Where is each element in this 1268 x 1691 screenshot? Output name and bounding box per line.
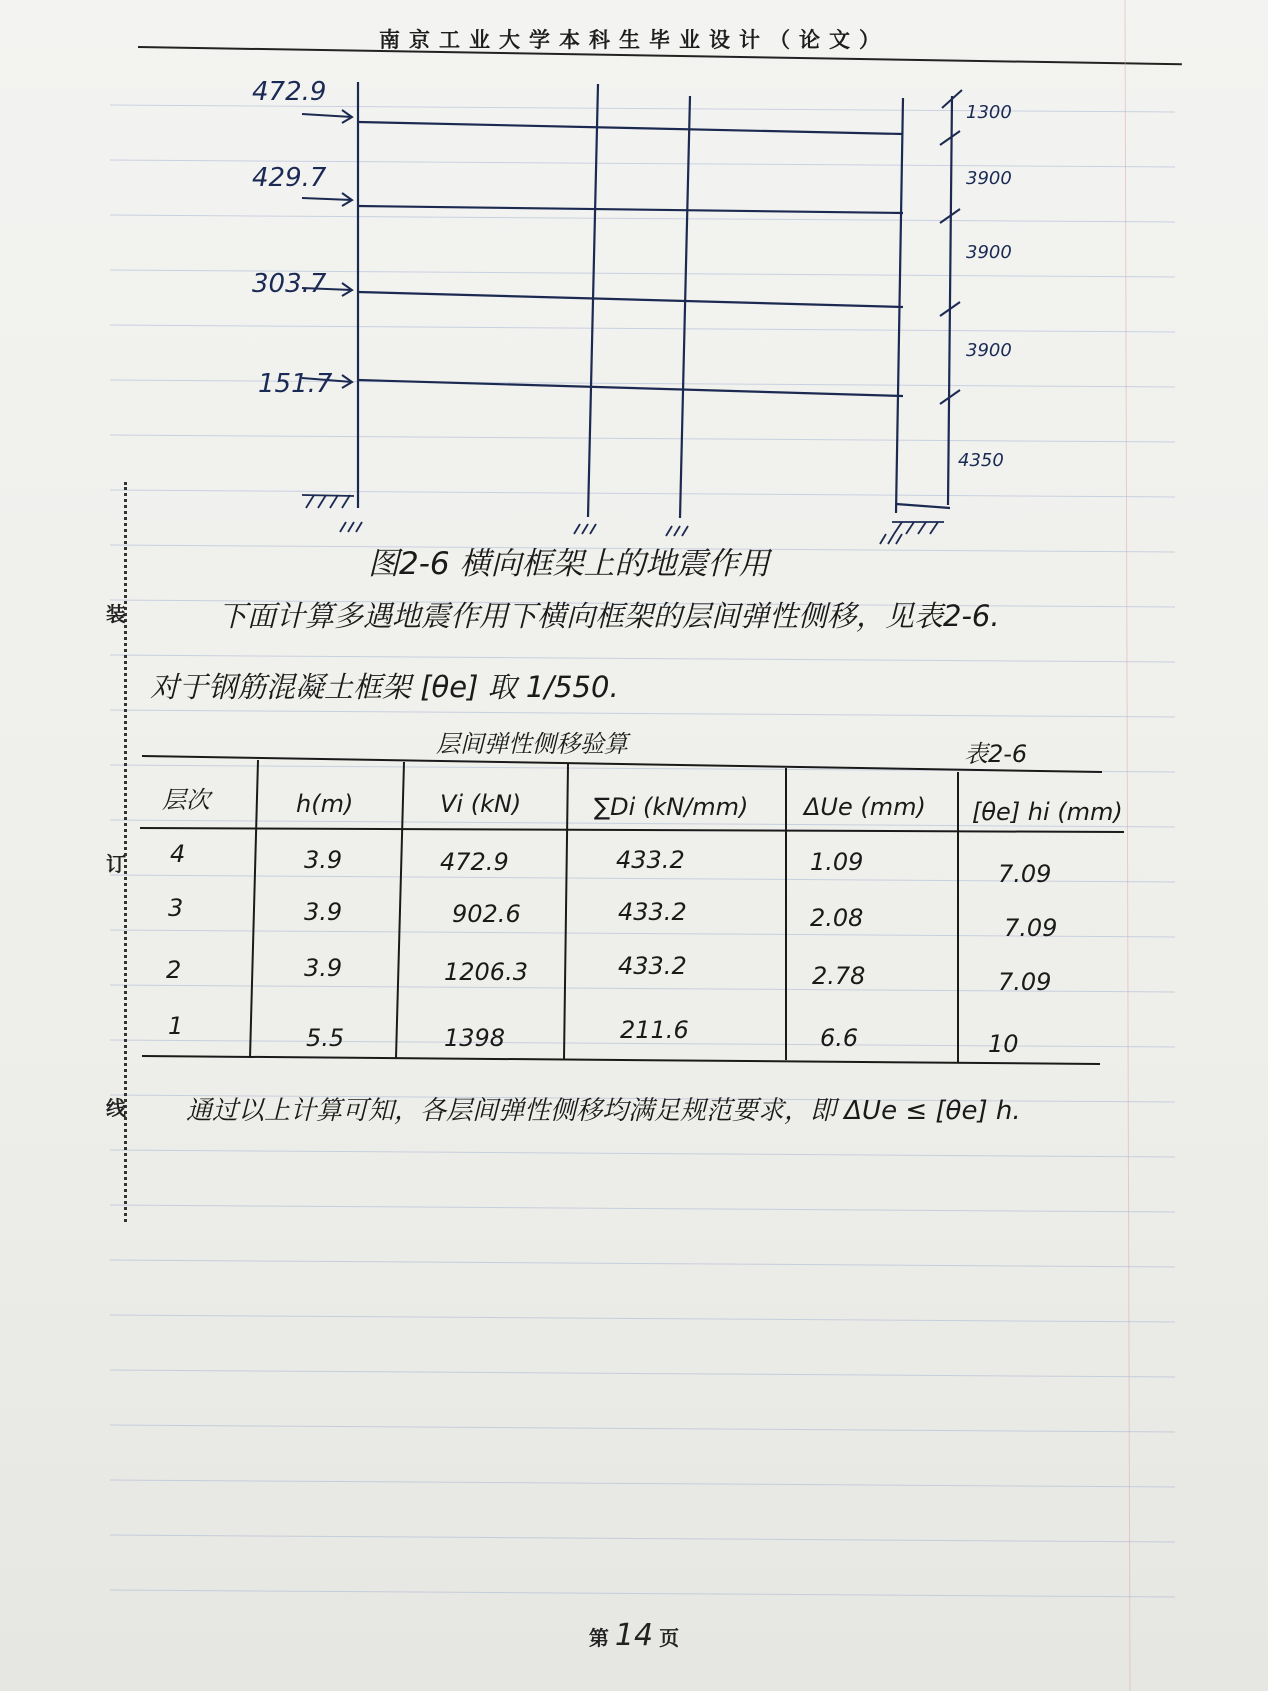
table-cell: 1206.3: [444, 958, 528, 986]
conclusion-text: 通过以上计算可知，各层间弹性侧移均满足规范要求，即 ΔUe ≤ [θe] h.: [186, 1096, 1021, 1126]
figure-caption: 图2-6 横向框架上的地震作用: [368, 546, 770, 582]
table-cell: 3.9: [304, 846, 343, 874]
dim-label-4350: 4350: [958, 450, 1004, 471]
table-cell: 2.78: [812, 962, 866, 990]
table-cell: 1.09: [810, 848, 864, 876]
footer-prefix: 第: [588, 1626, 609, 1650]
table-cell: 5.5: [306, 1024, 345, 1052]
table-cell: 7.09: [1004, 914, 1058, 942]
header-cell: h(m): [296, 790, 354, 818]
table-cell: 433.2: [618, 952, 687, 980]
table-cell: 433.2: [616, 846, 685, 874]
load-label-roof: 472.9: [252, 77, 327, 107]
table-cell: 433.2: [618, 898, 687, 926]
table-title: 层间弹性侧移验算: [436, 730, 628, 758]
header-cell: ΔUe (mm): [804, 793, 926, 821]
table-header-row: [162, 786, 1123, 826]
footer-suffix: 页: [659, 1626, 680, 1650]
table-cell: 2.08: [810, 904, 864, 932]
dim-label-3900-b: 3900: [966, 242, 1012, 263]
header-cell: ∑Di (kN/mm): [594, 793, 749, 821]
header-cell: Vi (kN): [440, 790, 522, 818]
dim-label-3900-a: 3900: [966, 168, 1012, 189]
paragraph-limit: 对于钢筋混凝土框架 [θe] 取 1/550.: [150, 670, 619, 704]
binding-char-ding: 订: [106, 852, 126, 876]
table-row: [170, 840, 1051, 888]
table-cell: 3: [168, 894, 184, 922]
header-cell: [θe] hi (mm): [972, 798, 1123, 826]
page-number: 14: [614, 1618, 654, 1653]
table-cell: 3.9: [304, 898, 343, 926]
load-label-2: 151.7: [258, 369, 333, 399]
page-header-title: 南京工业大学本科生毕业设计（论文）: [379, 27, 889, 52]
table-label: 表2-6: [964, 740, 1028, 768]
dim-label-1300: 1300: [966, 102, 1012, 123]
table-row: [166, 952, 1051, 996]
binding-char-xian: 线: [106, 1096, 126, 1120]
table-cell: 2: [166, 956, 182, 984]
table-cell: 1: [168, 1012, 184, 1040]
table-cell: 7.09: [998, 860, 1052, 888]
table-cell: 6.6: [820, 1024, 859, 1052]
table-cell: 3.9: [304, 954, 343, 982]
table-row: [168, 1012, 1019, 1058]
table-cell: 10: [988, 1030, 1019, 1058]
table-row: [168, 894, 1057, 942]
table-cell: 211.6: [620, 1016, 689, 1044]
paragraph-intro: 下面计算多遇地震作用下横向框架的层间弹性侧移，见表2-6.: [218, 599, 1000, 633]
table-cell: 902.6: [452, 900, 521, 928]
table-cell: 1398: [444, 1024, 506, 1052]
header-cell: 层次: [162, 786, 210, 814]
page-footer: [0, 1618, 1268, 1653]
table-cell: 7.09: [998, 968, 1052, 996]
load-label-3: 303.7: [252, 269, 327, 299]
dim-label-3900-c: 3900: [966, 340, 1012, 361]
binding-char-zhuang: 装: [106, 602, 126, 626]
load-label-4: 429.7: [252, 163, 327, 193]
table-cell: 472.9: [440, 848, 509, 876]
table-cell: 4: [170, 840, 186, 868]
